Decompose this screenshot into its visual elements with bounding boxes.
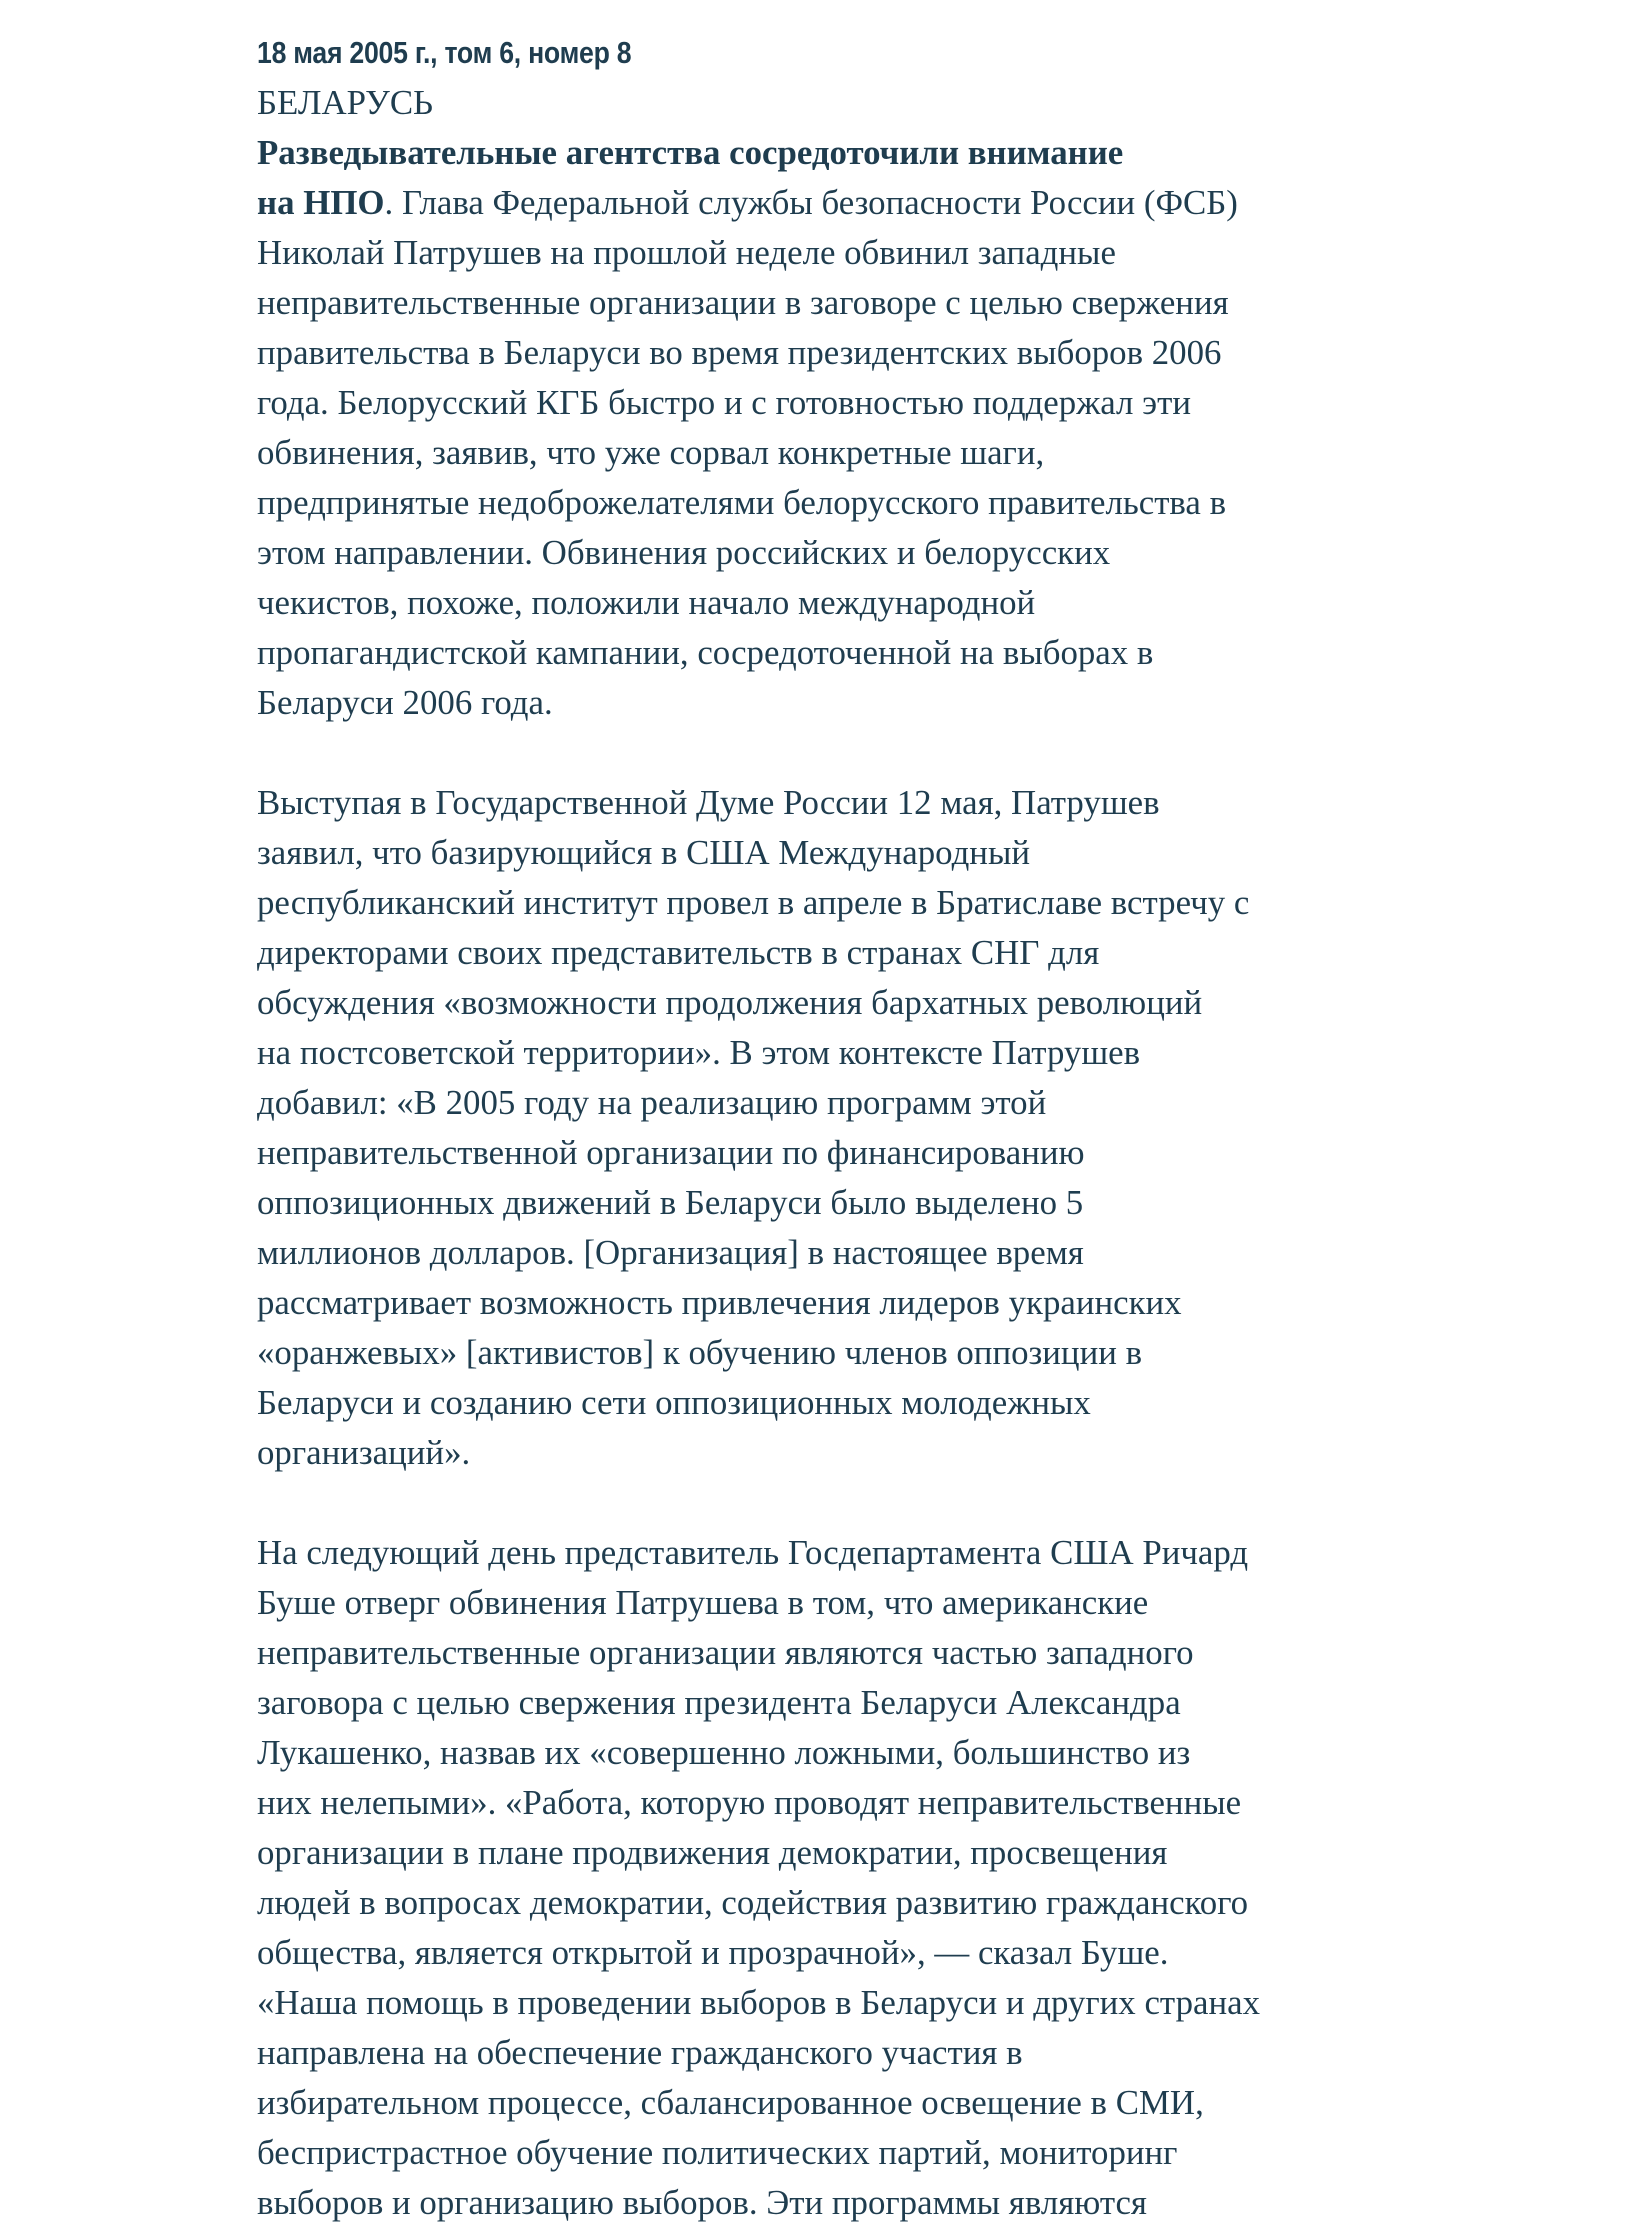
paragraph-line: рассматривает возможность привлечения лидеров украинских [257, 1283, 1182, 1322]
paragraph-2 [257, 778, 1397, 1478]
paragraph-line: Буше отверг обвинения Патрушева в том, что американские [257, 1583, 1149, 1622]
paragraph-line: организаций». [257, 1433, 471, 1472]
paragraph-line: года. Белорусский КГБ быстро и с готовностью поддержал эти [257, 383, 1191, 422]
paragraph-3 [257, 1528, 1397, 2228]
headline-line-1: Разведывательные агентства сосредоточили внимание [257, 133, 1124, 172]
paragraph-line: пропагандистской кампании, сосредоточенной на выборах в [257, 633, 1154, 672]
paragraph-line: неправительственной организации по финансированию [257, 1133, 1085, 1172]
paragraph-line: директорами своих представительств в странах СНГ для [257, 933, 1100, 972]
lead-sentence-start: . Глава Федеральной службы безопасности России (ФСБ) [384, 183, 1238, 222]
paragraph-line: добавил: «В 2005 году на реализацию программ этой [257, 1083, 1047, 1122]
paragraph-line: оппозиционных движений в Беларуси было выделено 5 [257, 1183, 1084, 1222]
paragraph-line: них нелепыми». «Работа, которую проводят неправительственные [257, 1783, 1242, 1822]
paragraph-line: обсуждения «возможности продолжения бархатных революций [257, 983, 1203, 1022]
paragraph-line: на постсоветской территории». В этом контексте Патрушев [257, 1033, 1141, 1072]
paragraph-line: правительства в Беларуси во время президентских выборов 2006 [257, 333, 1222, 372]
paragraph-line: чекистов, похоже, положили начало международной [257, 583, 1036, 622]
paragraph-line: обвинения, заявив, что уже сорвал конкретные шаги, [257, 433, 1045, 472]
headline-tail: на НПО [257, 183, 385, 222]
paragraph-line: республиканский институт провел в апреле в Братиславе встречу с [257, 883, 1250, 922]
paragraph-line: организации в плане продвижения демократии, просвещения [257, 1833, 1168, 1872]
headline-line-2 [257, 178, 1392, 228]
issue-date-line: 18 мая 2005 г., том 6, номер 8 [257, 35, 632, 70]
paragraph-line: предпринятые недоброжелателями белорусского правительства в [257, 483, 1227, 522]
paragraph-line: общества, является открытой и прозрачной», — сказал Буше. [257, 1933, 1169, 1972]
paragraph-line: Беларуси 2006 года. [257, 683, 553, 722]
paragraph-line: Выступая в Государственной Думе России 12 мая, Патрушев [257, 783, 1160, 822]
paragraph-line: беспристрастное обучение политических партий, мониторинг [257, 2133, 1178, 2172]
paragraph-line: неправительственные организации в заговоре с целью свержения [257, 283, 1229, 322]
paragraph-line: заявил, что базирующийся в США Международный [257, 833, 1031, 872]
paragraph-line: миллионов долларов. [Организация] в настоящее время [257, 1233, 1084, 1272]
paragraph-line: избирательном процессе, сбалансированное освещение в СМИ, [257, 2083, 1204, 2122]
paragraph-line: Беларуси и созданию сети оппозиционных молодежных [257, 1383, 1091, 1422]
paragraph-line: На следующий день представитель Госдепартамента США Ричард [257, 1533, 1249, 1572]
paragraph-spacer [257, 728, 1397, 778]
paragraph-line: людей в вопросах демократии, содействия развитию гражданского [257, 1883, 1249, 1922]
article-page [257, 28, 1397, 2228]
paragraph-line: направлена на обеспечение гражданского участия в [257, 2033, 1023, 2072]
paragraph-line: неправительственные организации являются частью западного [257, 1633, 1194, 1672]
paragraph-line: выборов и организацию выборов. Эти программы являются [257, 2183, 1147, 2222]
paragraph-line: этом направлении. Обвинения российских и белорусских [257, 533, 1111, 572]
paragraph-line: Лукашенко, назвав их «совершенно ложными, большинство из [257, 1733, 1191, 1772]
paragraph-1 [257, 228, 1397, 728]
paragraph-line: «Наша помощь в проведении выборов в Беларуси и других странах [257, 1983, 1261, 2022]
paragraph-spacer [257, 1478, 1397, 1528]
section-label: БЕЛАРУСЬ [257, 83, 434, 122]
paragraph-line: заговора с целью свержения президента Беларуси Александра [257, 1683, 1181, 1722]
paragraph-line: Николай Патрушев на прошлой неделе обвинил западные [257, 233, 1116, 272]
paragraph-line: «оранжевых» [активистов] к обучению членов оппозиции в [257, 1333, 1143, 1372]
